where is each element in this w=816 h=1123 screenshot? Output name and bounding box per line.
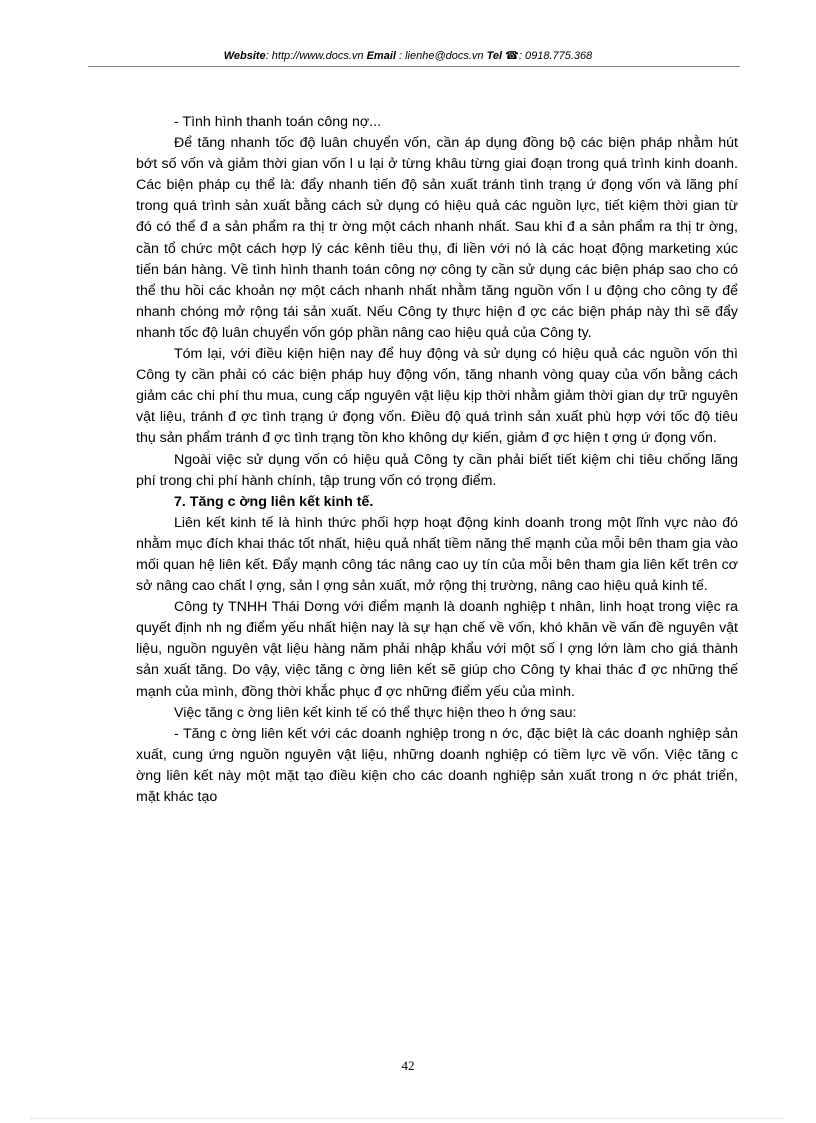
- website-label: Website: [223, 50, 266, 62]
- paragraph-directions: Việc tăng c ờng liên kết kinh tế có thể thực hiện theo h ớng sau:: [174, 704, 577, 721]
- paragraph-cost-saving: Ngoài việc sử dụng vốn có hiệu quả Công ty cần phải biết tiết kiệm chi tiêu chống lãng phí trong chi phí hành chính, tập trung vốn có trọng điểm.: [136, 451, 738, 489]
- document-body: [136, 112, 738, 808]
- footer-divider: [30, 1118, 786, 1119]
- paragraph-economic-linkage: Liên kết kinh tế là hình thức phối hợp hoạt động kinh doanh trong một lĩnh vực nào đó nhằm mục đích khai thác tốt nhất, hiệu quả nhất tiềm năng thế mạnh của mỗi bên tham gia vào mối quan hệ liên kết. Đẩy mạnh công tác nâng cao uy tín của mỗi bên tham gia liên kết trên cơ sở nâng cao chất l ợng, sản l ợng sản xuất, mở rộng thị trường, nâng cao hiệu quả kinh tế.: [136, 514, 738, 595]
- tel-value: : 0918.775.368: [518, 50, 593, 62]
- header-rule: [88, 66, 740, 67]
- paragraph-domestic-linkage: - Tăng c ờng liên kết với các doanh nghiệp trong n ớc, đặc biệt là các doanh nghiệp sản xuất, cung ứng nguồn nguyên vật liệu, những doanh nghiệp có tiềm lực về vốn. Việc tăng c ờng liên kết này một mặt tạo điều kiện cho các doanh nghiệp sản xuất trong n ớc phát triển, mặt khác tạo: [136, 725, 738, 805]
- email-label: Email: [366, 50, 396, 62]
- website-value: : http://www.docs.vn: [265, 50, 364, 62]
- tel-label: Tel: [486, 50, 503, 62]
- page-header: [0, 49, 816, 62]
- email-value: : lienhe@docs.vn: [399, 50, 484, 62]
- phone-icon: ☎: [505, 50, 519, 62]
- page-number: 42: [401, 1058, 415, 1073]
- paragraph-company-strengths: Công ty TNHH Thái Dơng với điểm mạnh là doanh nghiệp t nhân, linh hoạt trong việc ra quyết định nh ng điểm yếu nhất hiện nay là sự hạn chế về vốn, khó khăn về vấn đề nguyên vật liệu, nguồn nguyên vật liệu hàng năm phải nhập khẩu với một số l ợng lớn làm cho giá thành sản xuất tăng. Do vậy, việc tăng c ờng liên kết sẽ giúp cho Công ty khai thác đ ợc những thế mạnh của mình, đồng thời khắc phục đ ợc những điểm yếu của mình.: [136, 599, 738, 700]
- paragraph-capital-turnover: Để tăng nhanh tốc độ luân chuyển vốn, cần áp dụng đồng bộ các biện pháp nhằm hút bớt số vốn và giảm thời gian vốn l u lại ở từng khâu từng giai đoạn trong quá trình kinh doanh. Các biện pháp cụ thể là: đẩy nhanh tiến độ sản xuất tránh tình trạng ứ đọng vốn và lãng phí trong quá trình sản xuất bằng cách sử dụng có hiệu quả các nguồn lực, tiết kiệm thời gian từ đó có thể đ a sản phẩm ra thị tr ờng một cách nhanh nhất. Sau khi đ a sản phẩm ra thị tr ờng, cần tổ chức một cách hợp lý các kênh tiêu thụ, đi liền với nó là các hoạt động marketing xúc tiến bán hàng. Về tình hình thanh toán công nợ công ty cần sử dụng các biện pháp sao cho có thể thu hồi các khoản nợ một cách nhanh nhất nhằm tăng nguồn vốn l u động cho công ty để nhanh chóng mở rộng tái sản xuất. Nếu Công ty thực hiện đ ợc các biện pháp này thì sẽ đẩy nhanh tốc độ luân chuyển vốn góp phần nâng cao hiệu quả của Công ty.: [136, 135, 738, 341]
- section-heading: 7. Tăng c ờng liên kết kinh tế.: [174, 493, 374, 510]
- paragraph-summary: Tóm lại, với điều kiện hiện nay để huy động và sử dụng có hiệu quả các nguồn vốn thì Công ty cần phải có các biện pháp huy động vốn, tăng nhanh vòng quay của vốn bằng cách giảm các chi phí thu mua, cung cấp nguyên vật liệu kịp thời nhằm giảm thời gian dự trữ nguyên vật liệu, tránh đ ợc tình trạng ứ đọng vốn. Điều độ quá trình sản xuất phù hợp với tốc độ tiêu thụ sản phẩm tránh đ ợc tình trạng tồn kho không dự kiến, giảm đ ợc hiện t ợng ứ đọng vốn.: [136, 346, 738, 447]
- paragraph-debt-status: - Tình hình thanh toán công nợ...: [174, 114, 382, 130]
